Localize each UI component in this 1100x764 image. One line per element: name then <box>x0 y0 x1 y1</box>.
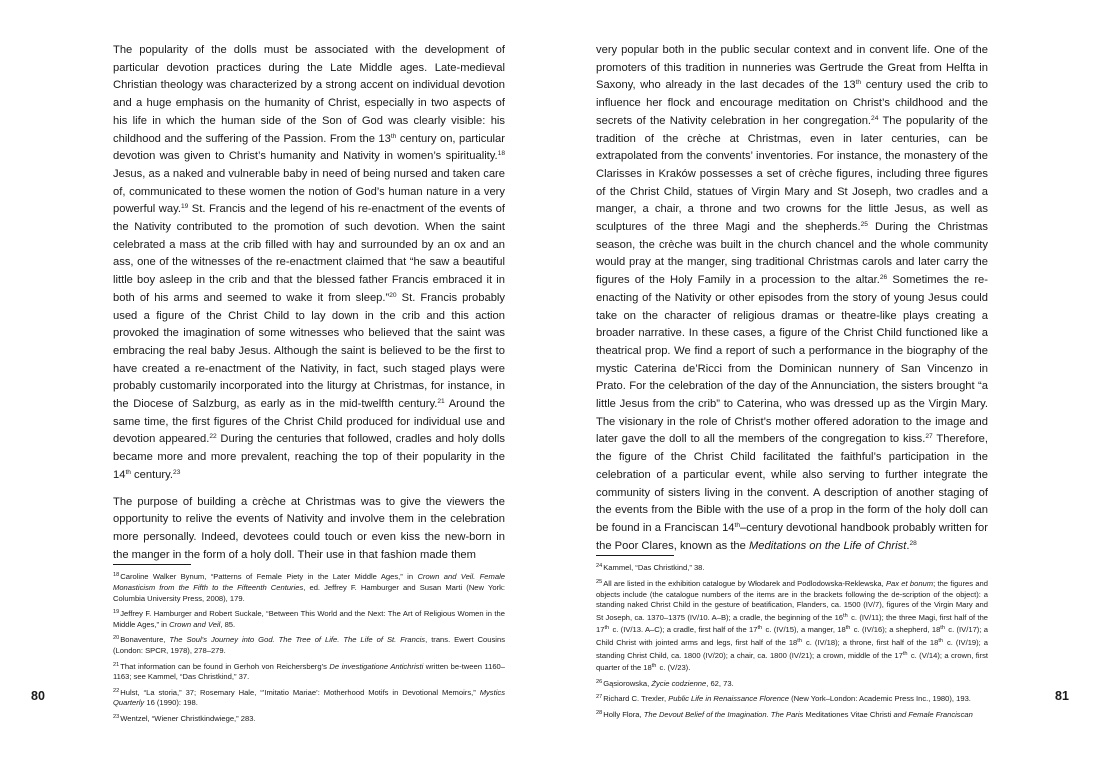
footnote <box>113 686 505 709</box>
text-run: century on, particular devotion was given to Christ’s humanity and Nativity in women’s spirituality. <box>113 132 505 163</box>
text-run: Meditations on the Life of Christ <box>748 539 907 552</box>
footnote-text: th <box>845 625 851 632</box>
footnote-text: Crown and Veil <box>169 619 221 629</box>
footnote-text: Kammel, “Das Christkind,” 38. <box>603 563 705 573</box>
footnote-text: Caroline Walker Bynum, “Patterns of Female Piety in the Later Middle Ages,” in <box>120 572 418 582</box>
footnote <box>596 561 988 574</box>
footnote <box>113 570 505 604</box>
footnote-rule <box>596 555 674 556</box>
footnote-text: Bonaventure, <box>120 635 170 645</box>
footnote-text: c. (V/23). <box>657 663 691 673</box>
text-run: The popularity of the tradition of the crèche at Christmas, even in later centuries, can be extrapolated from the convents’ inventories. For instance, the monastery of the Clarisses in Kraków possesses a set of crèche figures, including three figures of the Christ Child, statues of Virgin Mary and St Joseph, two cradles and a manger, a chair, a throne and two crowns for the little Jesus, as well as sculptures of the three Magi and the shepherds. <box>596 114 989 234</box>
footnote-text: (New York–London: Academic Press Inc., 1980), 193. <box>788 694 971 704</box>
footnote-text: th <box>938 637 943 644</box>
text-run: 20 <box>389 291 397 299</box>
footnote-text: th <box>843 612 848 619</box>
text-run: 19 <box>180 203 189 211</box>
footnote <box>113 633 505 656</box>
footnote-text: Gąsiorowska, <box>603 678 652 688</box>
text-run: 22 <box>209 433 217 441</box>
text-run: 24 <box>871 114 879 122</box>
paragraph-gap <box>113 485 505 494</box>
body-paragraph <box>113 42 505 485</box>
footnote-text: De investigatione Antichristi <box>329 661 424 671</box>
footnote-text: Public Life in Renaissance Florence <box>668 694 789 704</box>
footnote-text: c. (IV/11); the three Magi, first half of the 17 <box>596 612 989 635</box>
body-paragraph <box>113 494 505 565</box>
right-page-footnotes <box>596 561 988 720</box>
footnote-number: 18 <box>113 572 120 579</box>
footnote-text: c. (IV/17); a Child Christ with jointed arms and legs, first half of the 18 <box>596 625 988 647</box>
text-run: Jesus, as a naked and vulnerable baby in need of being nursed and taken care of, communicated to these women the notion of God’s human nature in a very powerful way. <box>113 167 505 216</box>
text-run: 23 <box>173 468 181 476</box>
text-run: 18 <box>497 150 505 158</box>
text-run: . <box>906 539 910 552</box>
footnote-number: 19 <box>113 609 120 616</box>
footnote-number: 26 <box>596 678 603 685</box>
footnote-text: th <box>902 650 908 657</box>
footnote-text: Hulst, “La storia,” 37; Rosemary Hale, “’Imitatio Mariae’: Motherhood Motifs in Devotional Memoirs,” <box>120 687 480 697</box>
text-run: th <box>390 132 397 140</box>
right-page-column <box>596 42 988 724</box>
right-page-body <box>596 42 988 555</box>
text-run: St. Francis probably used a figure of the Christ Child to lay down in the crib and this action provoked the imagination of some witnesses who believed that the saint was embracing the real baby Jesus. Although the saint is believed to be the first to have created a re-enactment of the Nativity, in fact, such staged plays were probably customarily incorporated into the liturgy at Christmas, for instance, in the Diocese of Salzburg, as early as in the mid-twelfth century. <box>113 291 505 411</box>
footnote-number: 23 <box>113 713 120 720</box>
footnote-number: 28 <box>596 709 603 716</box>
left-page-body <box>113 42 505 564</box>
footnote-text: and Female Franciscan <box>893 709 973 719</box>
text-run: During the centuries that followed, cradles and holy dolls became more and more prevalent, reaching the top of their popularity in the 14 <box>113 433 505 481</box>
footnote-text: c. (IV/19); a standing Christ Child, ca. 1800 (IV/20); a chair, ca. 1800 (IV/21); a crown, middle of the 17 <box>596 637 988 660</box>
footnote-text: All are listed in the exhibition catalogue by Włodarek and Podlodowska-Reklewska, <box>603 578 886 588</box>
footnote-number: 27 <box>596 694 603 701</box>
footnote-text: That information can be found in Gerhoh von Reichersberg’s <box>120 661 330 671</box>
footnote-text: Meditationes Vitae Christi <box>803 709 894 719</box>
footnote-text: c. (IV/15), a manger, 18 <box>763 625 846 635</box>
footnote-text: Holly Flora, <box>603 709 644 719</box>
footnote-text: , ed. Jeffrey F. Hamburger and Susan Marti (New York: Columbia University Press, 2008), 179. <box>113 582 505 603</box>
footnote-text: Życie codzienne <box>651 678 707 688</box>
footnote-text: ; the figures and objects include (the catalogue numbers of the items are in the brackets following the de-scription of the object): a standing naked Christ Child in the gesture of beatification, Flanders, ca. 1500 (IV/7), figures of the Virgin Mary and St Joseph, ca. 1370–1375 (IV/10. A–B); a cradle, the beginning of the 16 <box>596 578 989 622</box>
footnote-text: th <box>757 625 763 632</box>
text-run: –century devotional handbook probably written for the Poor Clares, known as the <box>596 521 988 552</box>
footnote-text: th <box>604 625 610 632</box>
text-run: The popularity of the dolls must be associated with the development of particular devotion practices during the Late Middle ages. Late-medieval Christian theology was characterized by a strong accent on individual devotion and a huge emphasis on the humanity of Christ, especially in two aspects of his life in which the human side of the Son of God was clearly visible: his childhood and the suffering of the Passion. From the 13 <box>113 44 505 145</box>
footnote-text: th <box>651 663 657 670</box>
text-run: 26 <box>879 274 888 282</box>
left-page-column <box>113 42 505 728</box>
footnote <box>596 577 988 674</box>
text-run: 27 <box>925 433 933 441</box>
footnote-number: 25 <box>596 578 603 585</box>
footnote <box>113 660 505 683</box>
footnote-text: The Soul’s Journey into God. The Tree of Life. The Life of St. Francis <box>169 635 426 645</box>
text-run: Therefore, the figure of the Christ Child facilitated the faithful’s participation in the celebration of a particular event, while also serving to further integrate the community of sisters living in the convent. A description of another staging of the events from the Bible with the use of a prop in the form of the holy doll can be found in a Franciscan 14 <box>596 433 988 534</box>
footnote-text: c. (IV/16); a shepherd, 18 <box>851 625 941 635</box>
footnote-text: c. (IV/13. A–C); a cradle, first half of the 17 <box>610 625 758 635</box>
text-run: th <box>734 521 741 529</box>
text-run: The purpose of building a crèche at Christmas was to give the viewers the opportunity to relive the events of Nativity and involve them in the celebration more personally. Indeed, devotees could touch or even kiss the new-born in the manger in the form of a holy doll. Their use in that fashion made them <box>113 495 505 561</box>
footnote-text: c. (IV/18); a throne, first half of the 18 <box>802 637 939 647</box>
text-run: St. Francis and the legend of his re-enactment of the events of the Nativity contributed to the promotion of such devotion. When the saint celebrated a mass at the crib filled with hay and surrounded by an ox and an ass, one of the witnesses of the re-enactment claimed that “he saw a beautiful little boy asleep in the crib and that the blessed father Francis embraced it in both of his arms and seemed to wake it from sleep.” <box>113 203 505 304</box>
text-run: 25 <box>860 221 868 229</box>
body-paragraph <box>596 42 988 555</box>
text-run: Around the same time, the first figures of the Christ Child produced for individual use and devotion appeared. <box>113 398 505 446</box>
footnote-text: Crown and Veil. Female Monasticism from the Fifth to the Fifteenth Centuries <box>113 572 505 592</box>
text-run: During the Christmas season, the crèche was built in the church chancel and the whole community would pray at the manger, sing traditional Christmas carols and later carry the figures of the Holy Family in a procession to the altar. <box>596 221 988 287</box>
footnote <box>113 607 505 630</box>
page-number-left: 80 <box>31 689 45 703</box>
text-run: th <box>125 468 131 476</box>
footnote <box>596 692 988 705</box>
footnote-text: Pax et bonum <box>885 578 934 588</box>
footnote-number: 24 <box>596 563 603 570</box>
text-run: century used the crib to influence her flock and encourage meditation on Christ’s childhood and the secrets of the Nativity celebration in her congregation. <box>596 79 988 127</box>
footnote-text: written be-tween 1160–1163; see Kammel, “Das Christkind,” 37. <box>113 661 506 682</box>
footnote-text: The Devout Belief of the Imagination. The Paris <box>643 709 804 719</box>
footnote-number: 21 <box>113 661 120 668</box>
footnote-text: Richard C. Trexler, <box>603 694 669 704</box>
footnote-text: , 62, 73. <box>706 678 734 688</box>
footnote-text: Jeffrey F. Hamburger and Robert Suckale, “Between This World and the Next: The Art of Religious Women in the Middle Ages,” in <box>113 609 505 629</box>
footnote-text: th <box>940 625 945 632</box>
footnote-number: 22 <box>113 687 120 694</box>
footnote-text: , 85. <box>220 619 236 629</box>
footnote-text: Mystics Quarterly <box>113 687 505 708</box>
footnote <box>113 712 505 725</box>
footnote-text: c. (V/14); a crown, first quarter of the 18 <box>596 650 988 673</box>
footnote-text: Wentzel, “Wiener Christkindwiege,” 283. <box>120 713 256 723</box>
left-page-footnotes <box>113 570 505 724</box>
footnote-text: , trans. Ewert Cousins (London: SPCR, 1978), 278–279. <box>113 635 505 655</box>
footnote-text: 16 (1990): 198. <box>144 698 198 708</box>
text-run: th <box>855 79 862 87</box>
footnote <box>596 708 988 721</box>
page-number-right: 81 <box>1055 689 1069 703</box>
footnote-number: 20 <box>113 635 120 642</box>
text-run: century. <box>130 468 174 481</box>
footnote-text: th <box>797 637 802 644</box>
text-run: very popular both in the public secular context and in convent life. One of the promoters of this tradition in nunneries was Gertrude the Great from Helfta in Saxony, who already in the last decades of the 13 <box>596 44 988 92</box>
footnote <box>596 677 988 690</box>
text-run: 21 <box>437 398 445 406</box>
footnote-rule <box>113 564 191 565</box>
text-run: 28 <box>909 539 917 547</box>
text-run: Sometimes the re-enacting of the Nativity or other episodes from the story of young Jesus could take on the character of religious dramas or theatre-like plays creating a broader narrative. In these cases, a figure of the Christ Child functioned like a theatrical prop. We find a report of such a performance in the biography of the mystic Caterina de’Ricci from the Dominican nunnery of San Vincenzo in Prato. For the celebration of the day of the Annunciation, the sisters brought “a little Jesus from the crib” to Caterina, who was dressed up as the Virgin Mary. The visionary in the role of Christ’s mother offered adoration to the image and later gave the doll to all the members of the congregation to kiss. <box>596 274 988 446</box>
